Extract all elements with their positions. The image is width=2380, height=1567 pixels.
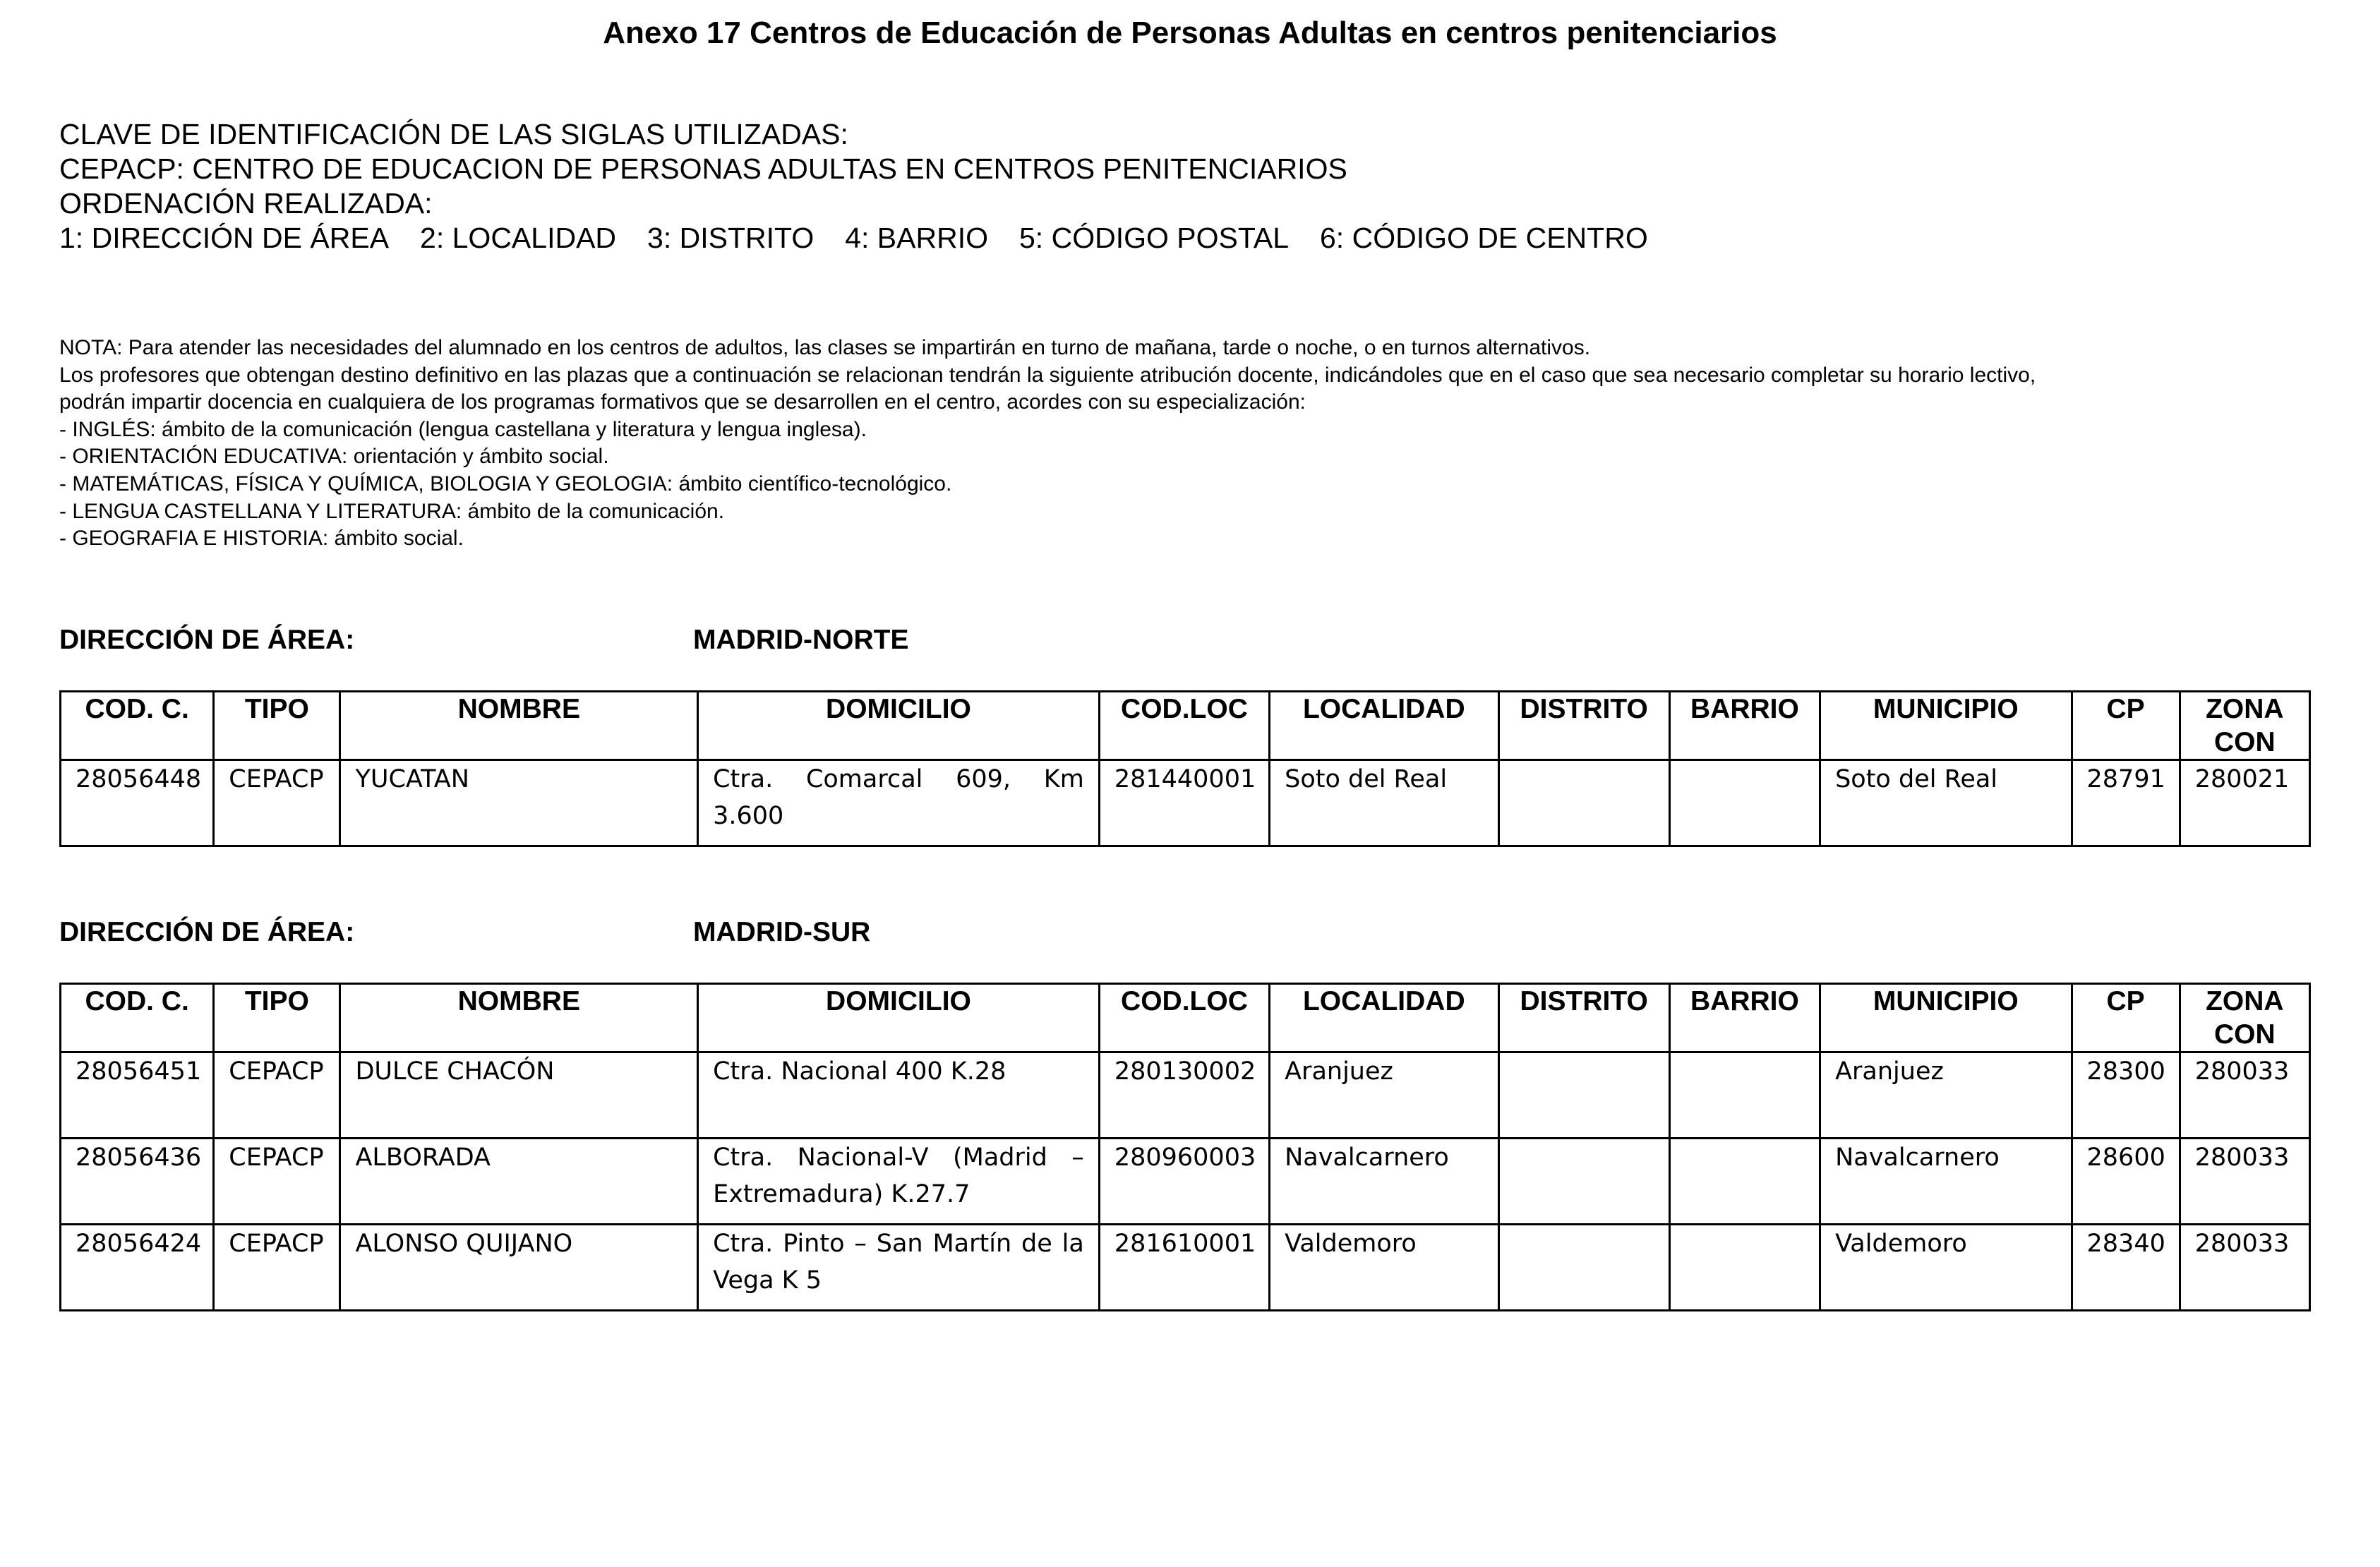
ordering-item: 6: CÓDIGO DE CENTRO (1320, 222, 1648, 254)
table-cell: 28056448 (61, 760, 214, 846)
area-label: DIRECCIÓN DE ÁREA: (59, 917, 355, 947)
table-cell (1669, 1052, 1820, 1139)
key-heading: CLAVE DE IDENTIFICACIÓN DE LAS SIGLAS UTILIZADAS: (59, 118, 848, 150)
column-header: COD.LOC (1099, 984, 1269, 1052)
note-line: NOTA: Para atender las necesidades del alumnado en los centros de adultos, las clases se impartirán en turno de mañana, tarde o noche, o en turnos alternativos. (59, 336, 1591, 359)
table-cell: 280130002 (1099, 1052, 1269, 1139)
note-line: Los profesores que obtengan destino definitivo en las plazas que a continuación se relacionan tendrán la siguiente atribución docente, indicándoles que en el caso que sea necesario completar su horario lectivo, (59, 363, 2036, 387)
column-header: NOMBRE (340, 692, 698, 760)
table-cell: Navalcarnero (1270, 1139, 1498, 1225)
column-header: DOMICILIO (698, 984, 1100, 1052)
ordering-item: 3: DISTRITO (647, 222, 815, 254)
column-header: DISTRITO (1498, 692, 1669, 760)
table-cell: DULCE CHACÓN (340, 1052, 698, 1139)
column-header: LOCALIDAD (1270, 692, 1498, 760)
table-header-row (61, 692, 2310, 760)
column-header: BARRIO (1669, 984, 1820, 1052)
note-line: podrán impartir docencia en cualquiera de los programas formativos que se desarrollen en el centro, acordes con su especialización: (59, 390, 1306, 414)
table-cell: 28791 (2072, 760, 2180, 846)
table-cell: CEPACP (214, 760, 340, 846)
table-cell: 280960003 (1099, 1139, 1269, 1225)
table-cell: Soto del Real (1820, 760, 2072, 846)
ordering-item: 4: BARRIO (845, 222, 988, 254)
column-header: COD.LOC (1099, 692, 1269, 760)
page-title: Anexo 17 Centros de Educación de Personas Adultas en centros penitenciarios (603, 16, 1777, 50)
table-cell: Ctra. Pinto – San Martín de la Vega K 5 (698, 1225, 1100, 1311)
table-cell: Ctra. Comarcal 609, Km 3.600 (698, 760, 1100, 846)
acronym-key (59, 117, 1648, 256)
table-cell: 281610001 (1099, 1225, 1269, 1311)
table-cell (1669, 1139, 1820, 1225)
table-row (61, 1225, 2310, 1311)
centers-table (59, 690, 2311, 847)
column-header: LOCALIDAD (1270, 984, 1498, 1052)
table-cell (1498, 1225, 1669, 1311)
column-header: NOMBRE (340, 984, 698, 1052)
note-line: - ORIENTACIÓN EDUCATIVA: orientación y ámbito social. (59, 445, 609, 469)
column-header: ZONA CON (2180, 692, 2309, 760)
table-cell: 280033 (2180, 1225, 2309, 1311)
column-header: DISTRITO (1498, 984, 1669, 1052)
column-header: MUNICIPIO (1820, 692, 2072, 760)
column-header: DOMICILIO (698, 692, 1100, 760)
table-cell: 28340 (2072, 1225, 2180, 1311)
table-cell: CEPACP (214, 1052, 340, 1139)
table-cell: 28056424 (61, 1225, 214, 1311)
table-cell: Valdemoro (1270, 1225, 1498, 1311)
column-header: MUNICIPIO (1820, 984, 2072, 1052)
table-cell: Ctra. Nacional 400 K.28 (698, 1052, 1100, 1139)
note-block (59, 335, 2036, 553)
table-cell: 280033 (2180, 1139, 2309, 1225)
column-header: COD. C. (61, 984, 214, 1052)
note-line: - LENGUA CASTELLANA Y LITERATURA: ámbito de la comunicación. (59, 499, 725, 523)
ordering-list (59, 221, 1648, 256)
table-cell: Navalcarnero (1820, 1139, 2072, 1225)
table-header-row (61, 984, 2310, 1052)
column-header: CP (2072, 692, 2180, 760)
table-cell: ALBORADA (340, 1139, 698, 1225)
column-header: COD. C. (61, 692, 214, 760)
table-cell: Ctra. Nacional-V (Madrid – Extremadura) K.27.7 (698, 1139, 1100, 1225)
table-row (61, 1139, 2310, 1225)
note-line: - INGLÉS: ámbito de la comunicación (lengua castellana y literatura y lengua inglesa). (59, 417, 867, 441)
table-cell: Aranjuez (1820, 1052, 2072, 1139)
table-cell: 281440001 (1099, 760, 1269, 846)
table-cell: CEPACP (214, 1139, 340, 1225)
area-name: MADRID-SUR (693, 917, 871, 947)
table-cell: Valdemoro (1820, 1225, 2072, 1311)
table-cell (1498, 1139, 1669, 1225)
table-cell: ALONSO QUIJANO (340, 1225, 698, 1311)
ordering-item: 2: LOCALIDAD (420, 222, 617, 254)
ordering-heading: ORDENACIÓN REALIZADA: (59, 187, 433, 220)
table-cell (1498, 760, 1669, 846)
table-cell: 28056436 (61, 1139, 214, 1225)
column-header: TIPO (214, 984, 340, 1052)
note-line: - GEOGRAFIA E HISTORIA: ámbito social. (59, 527, 464, 551)
ordering-item: 1: DIRECCIÓN DE ÁREA (59, 222, 390, 254)
area-heading (59, 623, 909, 658)
ordering-item: 5: CÓDIGO POSTAL (1019, 222, 1289, 254)
area-label: DIRECCIÓN DE ÁREA: (59, 625, 355, 655)
area-heading (59, 915, 871, 950)
area-name: MADRID-NORTE (693, 625, 909, 655)
table-cell: CEPACP (214, 1225, 340, 1311)
table-cell (1669, 760, 1820, 846)
key-cepacp-definition: CEPACP: CENTRO DE EDUCACION DE PERSONAS ADULTAS EN CENTROS PENITENCIARIOS (59, 152, 1347, 185)
table-row (61, 1052, 2310, 1139)
table-cell: 280021 (2180, 760, 2309, 846)
column-header: CP (2072, 984, 2180, 1052)
table-row (61, 760, 2310, 846)
table-cell: 28600 (2072, 1139, 2180, 1225)
table-cell (1669, 1225, 1820, 1311)
column-header: TIPO (214, 692, 340, 760)
table-cell (1498, 1052, 1669, 1139)
table-cell: YUCATAN (340, 760, 698, 846)
column-header: BARRIO (1669, 692, 1820, 760)
table-cell: 28056451 (61, 1052, 214, 1139)
column-header: ZONA CON (2180, 984, 2309, 1052)
centers-table (59, 983, 2311, 1311)
table-cell: Aranjuez (1270, 1052, 1498, 1139)
note-line: - MATEMÁTICAS, FÍSICA Y QUÍMICA, BIOLOGIA Y GEOLOGIA: ámbito científico-tecnológico. (59, 472, 952, 496)
table-cell: Soto del Real (1270, 760, 1498, 846)
table-cell: 280033 (2180, 1052, 2309, 1139)
table-cell: 28300 (2072, 1052, 2180, 1139)
